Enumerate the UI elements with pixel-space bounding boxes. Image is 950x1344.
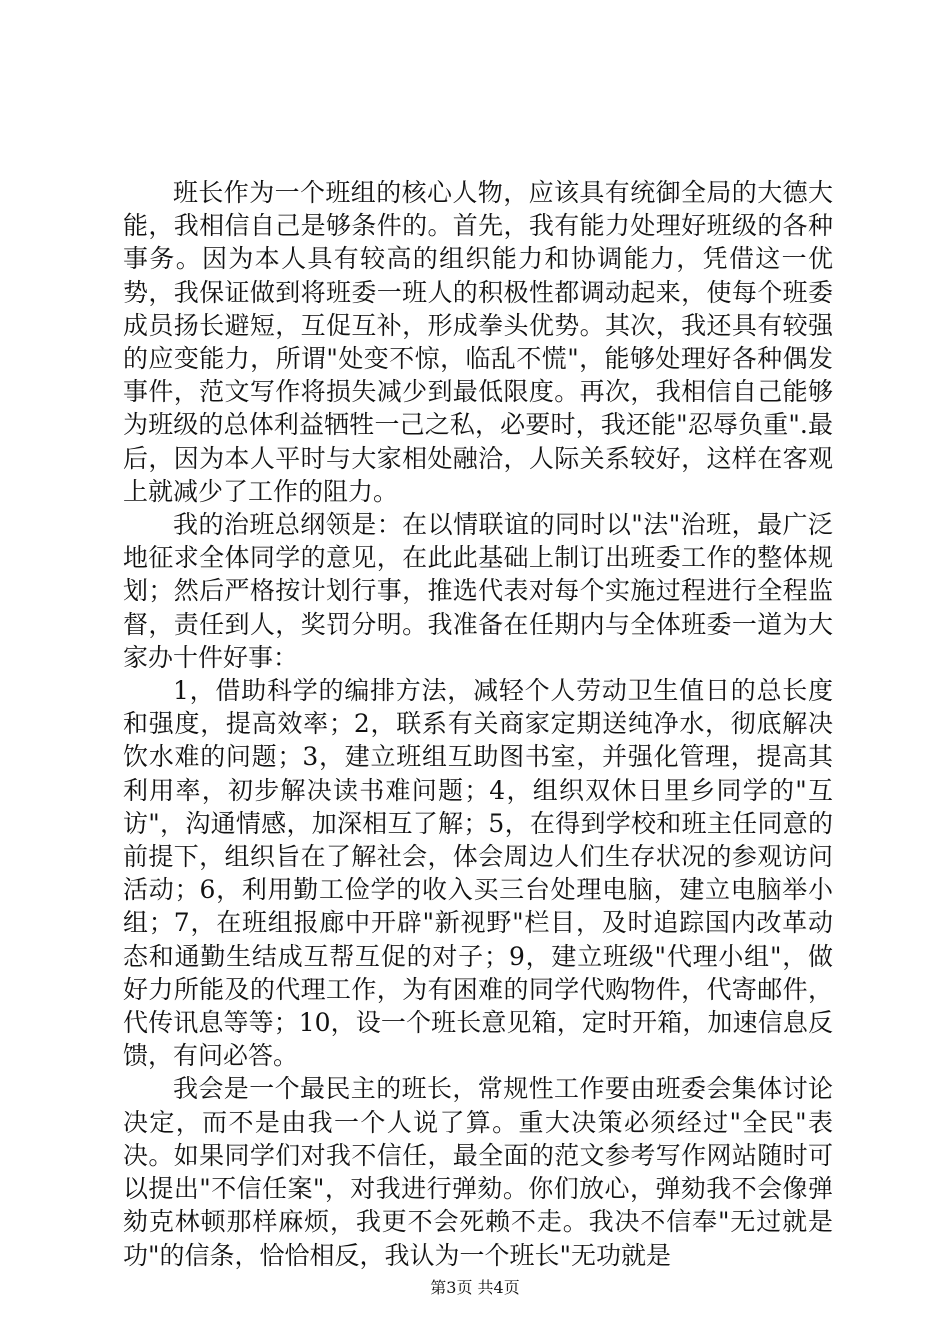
page-footer: 第3页 共4页 <box>430 1278 520 1297</box>
paragraph-qualifications: 班长作为一个班组的核心人物，应该具有统御全局的大德大能，我相信自己是够条件的。首先，我有能力处理好班级的各种事务。因为本人具有较高的组织能力和协调能力，凭借这一优势，我保证做到将班委一班人的积极性都调动起来，使每个班委成员扬长避短，互促互补，形成拳头优势。其次，我还具有较强的应变能力，所谓"处变不惊，临乱不慌"，能够处理好各种偶发事件，范文写作将损失减少到最低限度。再次，我相信自己能够为班级的总体利益牺牲一己之私，必要时，我还能"忍辱负重".最后，因为本人平时与大家相处融洽，人际关系较好，这样在客观上就减少了工作的阻力。 <box>123 178 833 506</box>
paragraph-democratic-leader: 我会是一个最民主的班长，常规性工作要由班委会集体讨论决定，而不是由我一个人说了算。重大决策必须经过"全民"表决。如果同学们对我不信任，最全面的范文参考写作网站随时可以提出"不信任案"，对我进行弹劾。你们放心，弹劾我不会像弹劾克林顿那样麻烦，我更不会死赖不走。我决不信奉"无过就是功"的信条，恰恰相反，我认为一个班长"无功就是 <box>123 1074 833 1270</box>
document-body <box>123 176 833 1272</box>
paragraph-ten-good-deeds: 1，借助科学的编排方法，减轻个人劳动卫生值日的总长度和强度，提高效率；2，联系有关商家定期送纯净水，彻底解决饮水难的问题；3，建立班组互助图书室，并强化管理，提高其利用率，初步解决读书难问题；4，组织双休日里乡同学的"互访"，沟通情感，加深相互了解；5，在得到学校和班主任同意的前提下，组织旨在了解社会，体会周边人们生存状况的参观访问活动；6，利用勤工俭学的收入买三台处理电脑，建立电脑举小组；7，在班组报廊中开辟"新视野"栏目，及时追踪国内改革动态和通勤生结成互帮互促的对子；9，建立班级"代理小组"，做好力所能及的代理工作，为有困难的同学代购物件，代寄邮件，代传讯息等等；10，设一个班长意见箱，定时开箱，加速信息反馈，有问必答。 <box>123 676 833 1071</box>
paragraph-governing-principles: 我的治班总纲领是：在以情联谊的同时以"法"治班，最广泛地征求全体同学的意见，在此此基础上制订出班委工作的整体规划；然后严格按计划行事，推选代表对每个实施过程进行全程监督，责任到人，奖罚分明。我准备在任期内与全体班委一道为大家办十件好事： <box>123 510 833 672</box>
